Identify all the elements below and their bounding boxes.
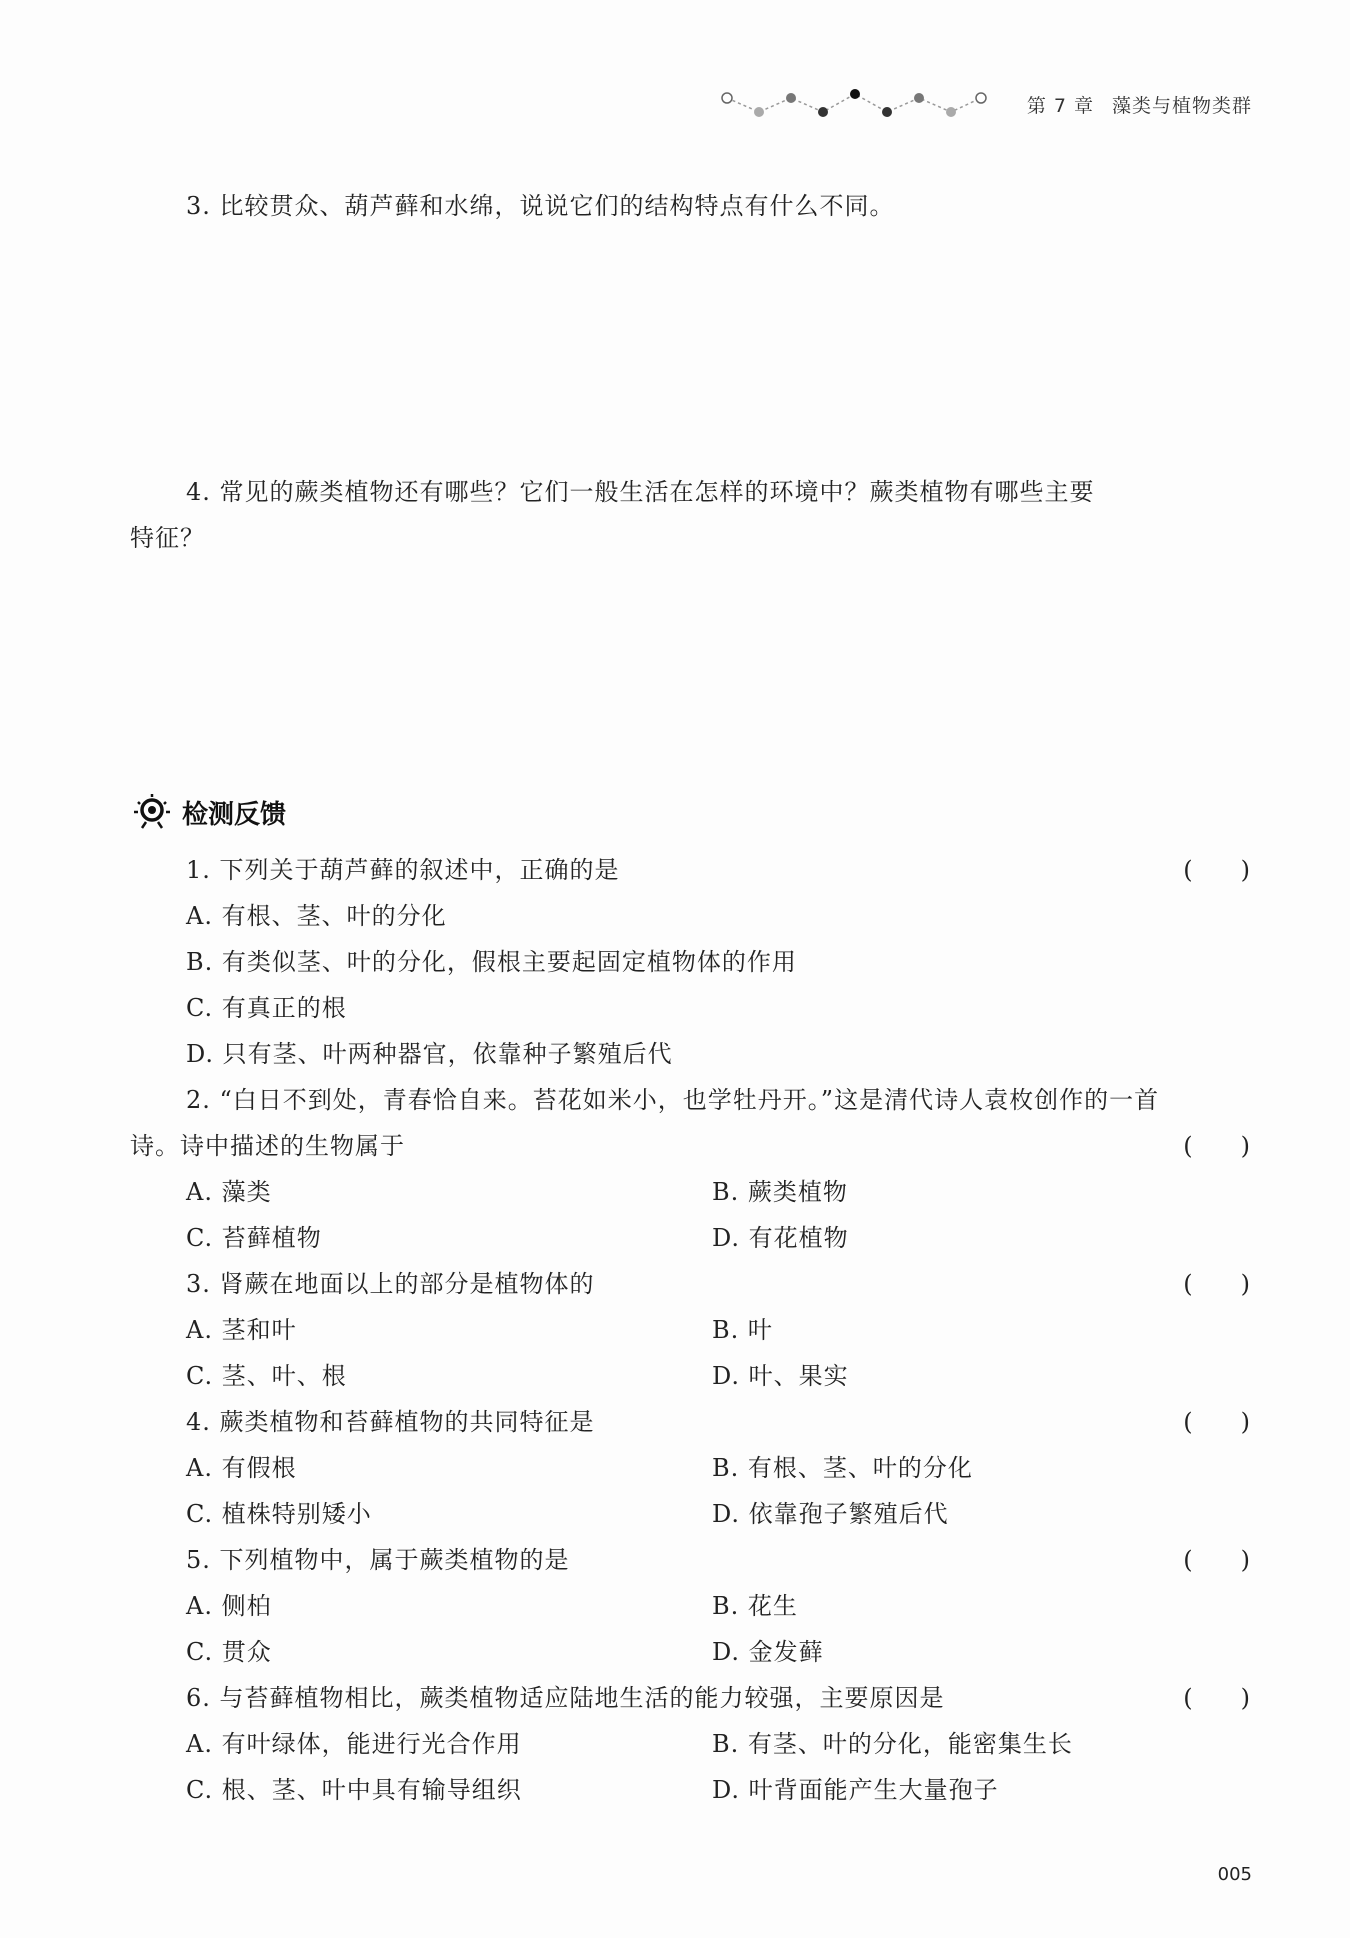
q5-option-d: D. 金发藓 bbox=[712, 1638, 824, 1666]
q5-option-b: B. 花生 bbox=[712, 1592, 798, 1620]
open-question-4-line1: 4. 常见的蕨类植物还有哪些？它们一般生活在怎样的环境中？蕨类植物有哪些主要 bbox=[186, 478, 1095, 506]
q6-option-b: B. 有茎、叶的分化，能密集生长 bbox=[712, 1730, 1073, 1758]
q1-option-b: B. 有类似茎、叶的分化，假根主要起固定植物体的作用 bbox=[186, 948, 797, 976]
q2-option-b: B. 蕨类植物 bbox=[712, 1178, 848, 1206]
q4-option-b: B. 有根、茎、叶的分化 bbox=[712, 1454, 973, 1482]
answer-blank-2[interactable]: ( ) bbox=[1183, 1132, 1250, 1160]
decorative-dots-icon bbox=[719, 86, 1009, 122]
q3-option-a: A. 茎和叶 bbox=[186, 1316, 297, 1344]
chapter-heading bbox=[1027, 91, 1252, 118]
q5-option-a: A. 侧柏 bbox=[186, 1592, 272, 1620]
answer-blank-6[interactable]: ( ) bbox=[1183, 1684, 1250, 1712]
answer-blank-3[interactable]: ( ) bbox=[1183, 1270, 1250, 1298]
q1-option-d: D. 只有茎、叶两种器官，依靠种子繁殖后代 bbox=[186, 1040, 673, 1068]
q6-option-a: A. 有叶绿体，能进行光合作用 bbox=[186, 1730, 522, 1758]
q1-option-c: C. 有真正的根 bbox=[186, 994, 347, 1022]
q2-option-a: A. 藻类 bbox=[186, 1178, 272, 1206]
question-2-stem-line2: 诗。诗中描述的生物属于 bbox=[130, 1132, 405, 1160]
answer-blank-5[interactable]: ( ) bbox=[1183, 1546, 1250, 1574]
answer-blank-1[interactable]: ( ) bbox=[1183, 856, 1250, 884]
chapter-number: 第 7 章 bbox=[1026, 94, 1094, 117]
q3-option-c: C. 茎、叶、根 bbox=[186, 1362, 347, 1390]
page-number: 005 bbox=[1217, 1864, 1252, 1885]
q2-option-d: D. 有花植物 bbox=[712, 1224, 849, 1252]
q3-option-b: B. 叶 bbox=[712, 1316, 773, 1344]
magnifier-icon bbox=[130, 792, 172, 832]
section-title: 检测反馈 bbox=[182, 799, 287, 830]
q4-option-c: C. 植株特别矮小 bbox=[186, 1500, 372, 1528]
question-4-stem: 4. 蕨类植物和苔藓植物的共同特征是 bbox=[186, 1408, 595, 1436]
question-3-stem: 3. 肾蕨在地面以上的部分是植物体的 bbox=[186, 1270, 595, 1298]
chapter-title: 藻类与植物类群 bbox=[1111, 94, 1252, 117]
open-question-4-line2: 特征？ bbox=[130, 524, 205, 552]
q5-option-c: C. 贯众 bbox=[186, 1638, 272, 1666]
q4-option-a: A. 有假根 bbox=[186, 1454, 297, 1482]
q6-option-c: C. 根、茎、叶中具有输导组织 bbox=[186, 1776, 522, 1804]
q4-option-d: D. 依靠孢子繁殖后代 bbox=[712, 1500, 949, 1528]
open-question-3: 3. 比较贯众、葫芦藓和水绵，说说它们的结构特点有什么不同。 bbox=[186, 192, 895, 220]
page-header bbox=[719, 86, 1252, 122]
q3-option-d: D. 叶、果实 bbox=[712, 1362, 849, 1390]
question-2-stem-line1: 2. “白日不到处，青春恰自来。苔花如米小，也学牡丹开。”这是清代诗人袁枚创作的一首 bbox=[186, 1086, 1160, 1114]
question-1-stem: 1. 下列关于葫芦藓的叙述中，正确的是 bbox=[186, 856, 620, 884]
question-6-stem: 6. 与苔藓植物相比，蕨类植物适应陆地生活的能力较强，主要原因是 bbox=[186, 1684, 945, 1712]
q6-option-d: D. 叶背面能产生大量孢子 bbox=[712, 1776, 999, 1804]
q1-option-a: A. 有根、茎、叶的分化 bbox=[186, 902, 447, 930]
answer-blank-4[interactable]: ( ) bbox=[1183, 1408, 1250, 1436]
section-heading bbox=[130, 792, 286, 832]
q2-option-c: C. 苔藓植物 bbox=[186, 1224, 322, 1252]
question-5-stem: 5. 下列植物中，属于蕨类植物的是 bbox=[186, 1546, 570, 1574]
